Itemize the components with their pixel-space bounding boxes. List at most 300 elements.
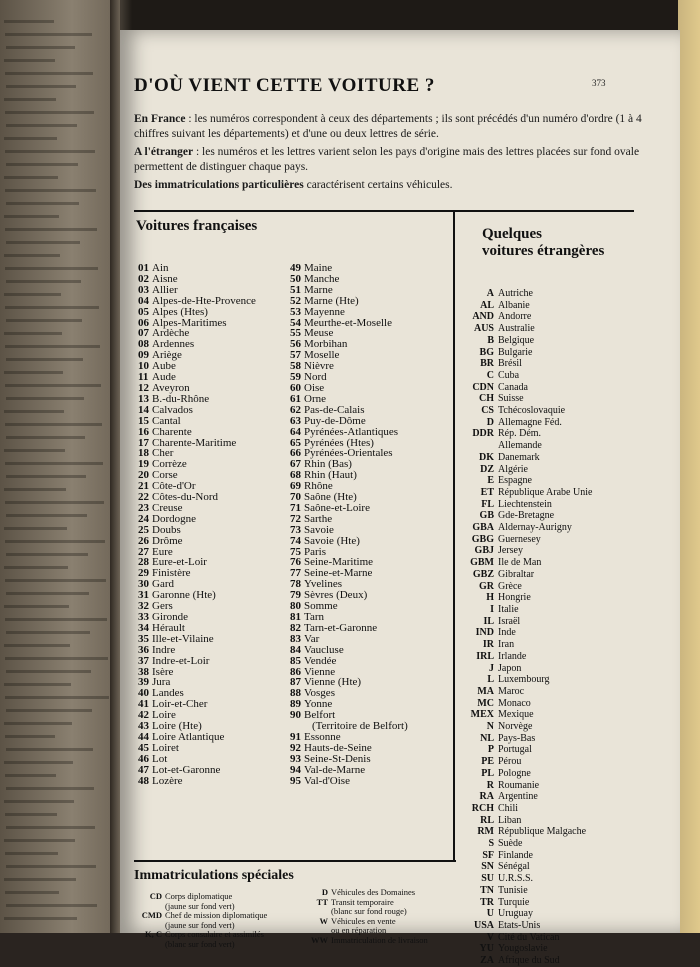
department-number: 30 [138,578,149,591]
department-number: 08 [138,338,149,351]
country-name: Danemark [498,451,540,463]
department-number: 34 [138,621,149,634]
department-name: Indre-et-Loir [152,654,210,667]
left-page-text-line [5,189,96,192]
country-row [460,698,592,710]
department-number: 60 [290,381,301,394]
country-code: TN [480,884,494,896]
department-number: 46 [138,752,149,765]
country-name: Maroc [498,685,525,697]
country-row [460,873,592,885]
left-page-text-line [5,267,98,270]
left-page-text-line [4,800,74,803]
department-name: Aube [152,360,176,373]
department-name: Vendée [304,654,337,667]
department-name: Ariège [152,349,182,362]
department-name: Saône (Hte) [304,491,357,504]
special-note: (blanc sur fond vert) [165,938,235,949]
intro-paragraph [134,112,644,142]
left-page-text-line [5,657,108,660]
department-name: Hauts-de-Seine [304,741,372,754]
department-number: 44 [138,730,149,743]
left-page-text-line [6,631,90,634]
page-number: 373 [592,78,606,88]
country-name: Luxembourg [498,674,550,686]
left-page-text-line [6,787,94,790]
country-row [460,826,592,838]
special-item [300,898,428,917]
special-list-left [134,892,267,949]
department-number: 25 [138,523,149,536]
country-code: MC [477,697,494,709]
country-row [460,393,592,405]
department-name: Moselle [304,349,340,362]
department-name: Rhin (Bas) [304,458,352,471]
department-name: Finistère [152,567,191,580]
department-name: Oise [304,381,325,394]
left-page-text-line [4,722,72,725]
left-page-text-line [4,644,70,647]
country-code: DK [479,451,494,463]
country-code: N [486,721,494,733]
department-number: 24 [138,512,149,525]
country-name: Guernesey [498,533,541,545]
country-name: Tunisie [498,884,528,896]
country-row [460,721,592,733]
country-code: SN [481,861,494,873]
country-name: Jersey [498,545,523,557]
country-row [460,838,592,850]
department-name: Tarn [304,611,324,623]
department-name: Ardèche [152,327,190,340]
department-number: 42 [138,709,149,722]
left-page-text-line [5,462,103,465]
country-code: MA [477,685,494,697]
special-code: K, C [145,929,162,939]
country-code: ZA [480,955,494,967]
country-name: Andorre [498,311,532,323]
left-page-text-line [4,137,57,140]
special-desc: Véhicules des Domaines [331,887,416,897]
country-name: Liban [498,814,522,826]
department-name: Meuse [304,327,334,340]
department-name: Corrèze [152,458,187,471]
department-name: Creuse [152,501,183,514]
left-page-text-line [6,748,93,751]
country-row [460,347,592,359]
department-name: Doubs [152,523,181,536]
country-name: Japon [498,662,522,674]
department-name: Corse [152,469,178,482]
country-row [460,674,592,686]
left-page-text-line [6,397,84,400]
country-row [460,616,592,628]
country-row [460,428,592,440]
country-code: NL [480,732,494,744]
country-name: Ile de Man [498,557,542,569]
country-name: Iran [498,639,515,651]
country-row [460,920,592,932]
special-code: D [321,887,328,897]
department-number: 82 [290,621,301,634]
department-number: 04 [138,294,149,307]
country-code: PE [481,756,494,768]
department-name: Marne (Hte) [304,294,359,307]
country-name: Finlande [498,849,533,861]
department-name: Côtes-du-Nord [152,491,218,504]
country-code: RCH [471,802,494,814]
country-row [460,955,592,967]
department-name: Pyrénées-Atlantiques [304,425,399,438]
country-code: CH [479,393,494,405]
country-code: A [486,288,494,299]
department-number: 47 [138,763,149,776]
left-page-text-line [6,202,79,205]
department-number: 20 [138,469,149,482]
french-heading: Voitures françaises [136,218,258,234]
special-code: CMD [141,910,162,920]
country-row [460,897,592,909]
country-name: Roumanie [498,779,540,791]
country-code: IND [475,627,494,639]
department-name: Aisne [152,272,178,285]
country-code: CDN [472,381,494,393]
left-page-text-line [5,111,94,114]
left-page-text-line [5,852,58,855]
country-name: Sénégal [498,861,530,873]
left-page-text-line [6,280,81,283]
country-name: Portugal [498,744,532,756]
country-code: AL [480,299,494,311]
country-code: IR [482,639,494,651]
department-number: 03 [138,283,149,296]
country-code: ET [480,486,494,498]
department-number: 33 [138,611,149,623]
department-number: 95 [290,774,301,787]
intro-lead: A l'étranger [134,146,194,158]
department-name: Ille-et-Vilaine [152,632,214,645]
divider-bottom [134,860,456,862]
department-number: 18 [138,447,149,460]
country-name: Allemagne Féd. [498,416,562,428]
left-page-text-line [6,436,85,439]
department-number: 87 [290,676,301,689]
department-number: 09 [138,349,149,362]
department-number: 23 [138,501,149,514]
left-page-text-line [4,605,69,608]
foreign-heading-line2: voitures étrangères [482,243,605,259]
country-name: Aldernay-Aurigny [498,522,572,534]
department-number: 74 [290,534,301,547]
country-row [460,440,592,452]
department-number: 13 [138,392,149,405]
department-number: 35 [138,632,149,645]
department-name: Seine-et-Marne [304,567,373,580]
foreign-heading-line1: Quelques [482,226,543,242]
department-number: 93 [290,752,301,765]
country-name: Liechtenstein [498,498,552,510]
special-code: WW [311,934,328,945]
department-number: 29 [138,567,149,580]
department-number: 21 [138,480,149,493]
left-page-text-line [4,20,54,23]
special-code: TT [316,896,328,907]
country-row [460,744,592,756]
department-name: Tarn-et-Garonne [304,621,378,634]
department-number: 66 [290,447,301,460]
country-code: S [488,838,494,850]
department-number: 31 [138,589,149,602]
department-name: Seine-Maritime [304,556,374,569]
country-name: Italie [498,603,519,615]
country-name: Rép. Dém. [498,428,542,440]
left-page-text-line [4,98,56,101]
country-code: RM [477,826,494,838]
left-page-text-line [6,592,89,595]
department-name: Lot [152,752,168,765]
department-name: Alpes-de-Hte-Provence [152,294,256,307]
country-row [460,487,592,499]
country-name: Norvège [498,721,533,733]
department-name: (Territoire de Belfort) [312,720,408,733]
page-title: D'OÙ VIENT CETTE VOITURE ? [134,75,435,96]
department-number: 26 [138,534,149,547]
department-name: Gironde [152,611,189,623]
department-name: Nièvre [304,360,334,373]
department-number: 43 [138,720,149,733]
department-name: Pas-de-Calais [304,403,365,416]
department-number: 81 [290,611,301,623]
country-name: Canada [498,381,528,393]
left-page-text-line [5,33,92,36]
left-page-text-line [4,878,76,881]
country-name: Albanie [498,299,530,311]
department-number: 17 [138,436,149,449]
department-name: Cher [152,447,174,460]
department-number: 32 [138,600,149,613]
left-page-text-line [6,358,83,361]
department-name: Vaucluse [304,643,344,656]
country-code: D [486,416,494,428]
country-name: Argentine [498,791,538,803]
left-page-text-line [4,449,65,452]
country-name: Afrique du Sud [498,955,560,967]
department-number: 62 [290,403,301,416]
country-row [460,510,592,522]
department-number: 70 [290,491,301,504]
department-number: 94 [290,763,301,776]
department-name: Nord [304,371,327,384]
department-number: 50 [290,272,301,285]
country-code: PL [481,767,494,779]
special-code: CD [149,891,162,901]
country-name: Algérie [498,463,528,475]
country-name: République Arabe Unie [498,486,593,498]
country-name: Pologne [498,767,531,779]
country-row [460,686,592,698]
country-code: BG [479,346,494,358]
country-code: P [487,744,494,756]
department-name: Vienne [304,665,336,678]
department-number: 41 [138,698,149,711]
department-name: Puy-de-Dôme [304,414,366,427]
country-name: Uruguay [498,908,533,920]
country-code: J [489,662,494,674]
department-number: 92 [290,741,301,754]
left-page-text-line [5,891,59,894]
left-page-text-line [4,839,75,842]
special-desc: Immatriculation de livraison [331,934,428,945]
country-code: CS [481,405,494,417]
left-page-text-line [6,46,75,49]
country-row [460,323,592,335]
intro-text [134,112,644,196]
department-number: 75 [290,545,301,558]
country-name: Cuba [498,369,520,381]
left-page-text-line [6,670,91,673]
department-number: 59 [290,371,301,384]
department-number: 54 [290,316,301,329]
country-code: TR [480,896,494,908]
french-list-col1 [138,263,256,787]
department-number: 77 [290,567,301,580]
country-row [460,932,592,944]
left-page-text-line [6,85,76,88]
left-page-text-line [4,371,63,374]
country-name: Cité du Vatican [498,931,560,943]
country-row [460,581,592,593]
department-name: Pyrénées (Htes) [304,436,374,449]
department-number: 80 [290,600,301,613]
department-number: 84 [290,643,301,656]
country-code: R [486,779,494,791]
right-page-edge [678,0,700,933]
left-page-text-line [4,176,58,179]
country-code: SU [481,873,494,885]
department-number: 83 [290,632,301,645]
left-page-text-line [4,527,67,530]
country-name: Australie [498,323,535,335]
country-code: I [490,603,494,615]
country-row [460,522,592,534]
book-page [120,30,680,967]
department-name: B.-du-Rhône [152,392,210,405]
country-code: GR [479,580,494,592]
country-code: GBJ [474,545,494,557]
department-number: 36 [138,643,149,656]
department-name: Meurthe-et-Moselle [304,316,392,329]
country-name: Tchécoslovaquie [498,405,566,417]
special-list-right [300,888,428,945]
country-row [460,358,592,370]
country-row [460,651,592,663]
country-row [460,452,592,464]
department-name: Rhône [304,480,333,493]
country-name: Pérou [498,756,522,768]
left-page-edge [0,0,120,933]
country-row [460,768,592,780]
department-number: 39 [138,676,149,689]
country-code: GBZ [472,568,494,580]
department-name: Eure-et-Loir [152,556,207,569]
department-name: Morbihan [304,338,348,351]
country-row [460,417,592,429]
department-name: Dordogne [152,512,196,525]
special-note: (jaune sur fond vert) [165,919,235,930]
country-row [460,943,592,955]
special-item [300,936,428,946]
left-page-text-line [5,384,101,387]
department-number: 12 [138,381,149,394]
country-row [460,534,592,546]
department-number: 67 [290,458,301,471]
intro-paragraph [134,145,644,175]
country-row [460,709,592,721]
french-list-col2 [290,263,408,787]
department-number: 45 [138,741,149,754]
department-name: Aveyron [152,381,190,394]
department-name: Essonne [304,730,341,743]
department-name: Yvelines [304,578,343,591]
country-code: IRL [476,650,494,662]
special-desc: Transit temporaire [331,896,394,907]
left-page-text-line [4,254,60,257]
department-number: 69 [290,480,301,493]
department-number: 64 [290,425,301,438]
country-row [460,464,592,476]
left-page-text-line [5,150,95,153]
department-number: 11 [138,371,149,384]
country-name: Gibraltar [498,568,535,580]
left-page-text-line [6,241,80,244]
country-code: GBA [472,522,494,534]
department-name: Lozère [152,774,183,787]
special-desc: Corps consulaire et assimilés [165,929,264,939]
left-page-text-line [5,423,102,426]
foreign-heading [482,226,604,260]
country-name: Monaco [498,697,531,709]
left-page-text-line [6,904,97,907]
department-number: 05 [138,305,149,318]
department-name: Cantal [152,414,181,427]
left-page-text-line [6,553,88,556]
special-desc: Chef de mission diplomatique [165,910,268,920]
department-number: 61 [290,392,301,405]
department-name: Val-d'Oise [304,774,350,787]
department-name: Orne [304,392,326,405]
left-page-text-line [6,514,87,517]
department-number: 06 [138,316,149,329]
country-code: C [486,369,494,381]
department-number: 63 [290,414,301,427]
special-item [134,911,267,930]
country-code: AND [472,311,494,323]
country-name: Autriche [498,288,533,299]
country-code: BR [480,358,494,370]
department-name: Vienne (Hte) [304,676,362,689]
country-row [460,592,592,604]
country-name: Yougoslavie [498,943,548,955]
left-page-text-line [5,813,57,816]
department-number: 07 [138,327,149,340]
left-page-text-line [5,72,93,75]
left-page-text-line [5,540,105,543]
country-row [460,908,592,920]
country-name: Chili [498,802,519,814]
department-number: 88 [290,687,301,700]
left-page-text-line [5,579,106,582]
department-number: 01 [138,262,149,274]
